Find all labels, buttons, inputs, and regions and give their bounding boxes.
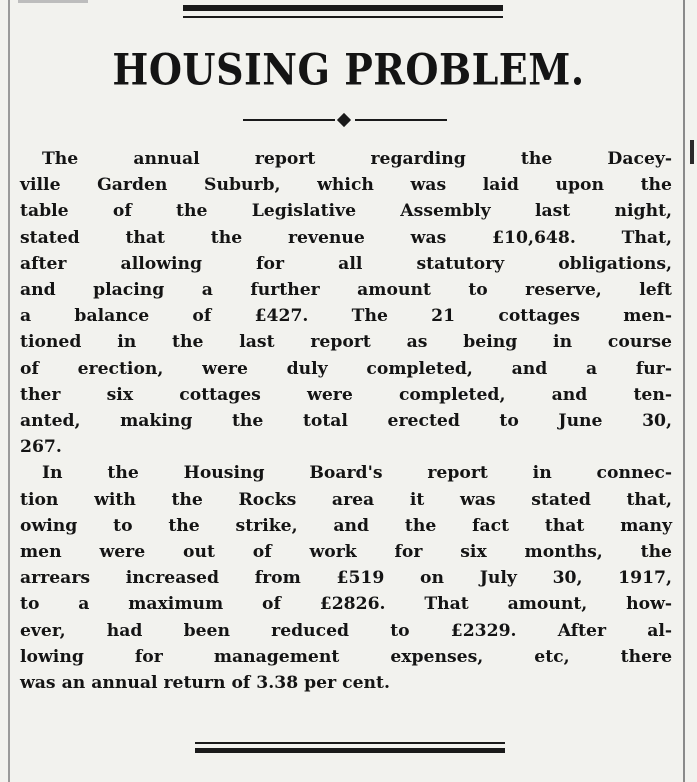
text-line: 267. bbox=[20, 437, 62, 458]
column-rule-right bbox=[683, 0, 685, 782]
text-line: lowing for management expenses, etc, there bbox=[20, 646, 672, 667]
bottom-rule-thin bbox=[195, 742, 505, 744]
text-line: stated that the revenue was £10,648. That, bbox=[20, 227, 672, 248]
text-line: a balance of £427. The 21 cottages men- bbox=[20, 306, 672, 327]
article-headline: HOUSING PROBLEM. bbox=[112, 44, 585, 95]
text-line: ther six cottages were completed, and ten- bbox=[20, 384, 672, 405]
bottom-double-rule bbox=[195, 742, 505, 756]
paragraph-1 bbox=[20, 146, 672, 460]
top-double-rule bbox=[183, 5, 503, 21]
text-line: after allowing for all statutory obligations, bbox=[20, 253, 672, 274]
top-rule-thin bbox=[183, 16, 503, 18]
bottom-rule-thick bbox=[195, 748, 505, 753]
text-line: table of the Legislative Assembly last night, bbox=[20, 201, 672, 222]
text-line: owing to the strike, and the fact that many bbox=[20, 515, 672, 536]
text-line: men were out of work for six months, the bbox=[20, 542, 672, 563]
column-rule-left bbox=[8, 0, 10, 782]
text-line: arrears increased from £519 on July 30, 1917, bbox=[20, 568, 672, 589]
adjacent-column-edge-mark bbox=[690, 140, 694, 164]
text-line: tioned in the last report as being in course bbox=[20, 332, 672, 353]
text-line: anted, making the total erected to June 30, bbox=[20, 411, 672, 432]
ornament-diamond bbox=[337, 113, 351, 127]
text-line: ville Garden Suburb, which was laid upon the bbox=[20, 175, 672, 196]
text-line: ever, had been reduced to £2329. After al- bbox=[20, 620, 672, 641]
text-line: was an annual return of 3.38 per cent. bbox=[20, 673, 390, 694]
text-line: and placing a further amount to reserve, left bbox=[20, 280, 672, 301]
ornament-line-right bbox=[355, 119, 447, 121]
ornament-line-left bbox=[243, 119, 335, 121]
headline-dash-ornament bbox=[243, 114, 447, 126]
text-line: tion with the Rocks area it was stated that, bbox=[20, 489, 672, 510]
paragraph-2 bbox=[20, 460, 672, 696]
text-line: of erection, were duly completed, and a fur- bbox=[20, 358, 672, 379]
text-line: to a maximum of £2826. That amount, how- bbox=[20, 594, 672, 615]
text-line: The annual report regarding the Dacey- bbox=[42, 149, 672, 169]
text-line: In the Housing Board's report in connec- bbox=[42, 463, 672, 484]
adjacent-column-top-mark bbox=[18, 0, 88, 3]
top-rule-thick bbox=[183, 5, 503, 11]
article-body bbox=[20, 146, 672, 696]
